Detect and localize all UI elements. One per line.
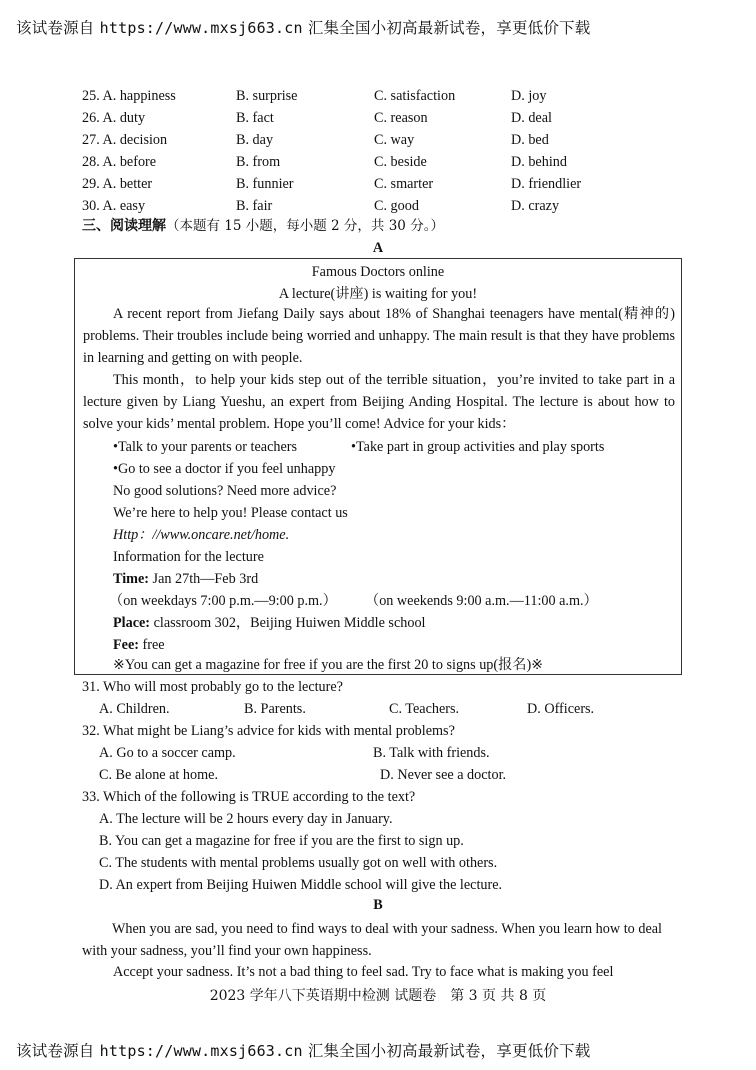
banner-prefix: 该试卷源自 <box>16 1042 100 1060</box>
option-b: B. day <box>236 132 274 148</box>
website-link[interactable]: Http：//www.oncare.net/home. <box>113 527 290 543</box>
advice-bullet-3: •Go to see a doctor if you feel unhappy <box>113 461 336 477</box>
q32-option-a[interactable]: A. Go to a soccer camp. <box>99 745 236 761</box>
place-label: Place: <box>113 615 151 631</box>
option-d: D. friendlier <box>511 176 582 192</box>
need-advice-line: No good solutions? Need more advice? <box>113 483 337 499</box>
option-a: 26. A. duty <box>82 110 146 126</box>
option-c: C. way <box>374 132 415 148</box>
section-note: （本题有 15 小题，每小题 2 分，共 30 分。） <box>166 218 444 234</box>
option-c: C. smarter <box>374 176 434 192</box>
source-banner-top <box>16 16 590 38</box>
q32-option-c[interactable]: C. Be alone at home. <box>99 767 218 783</box>
section-heading <box>82 216 444 236</box>
option-a: 28. A. before <box>82 154 157 170</box>
option-c: C. reason <box>374 110 428 126</box>
option-c: C. good <box>374 198 419 214</box>
fee-label: Fee: <box>113 637 139 653</box>
time-value: Jan 27th—Feb 3rd <box>149 571 259 587</box>
option-d: D. joy <box>511 88 547 104</box>
option-a: 30. A. easy <box>82 198 146 214</box>
option-a: 27. A. decision <box>82 132 168 148</box>
option-b: B. from <box>236 154 281 170</box>
q32-option-b[interactable]: B. Talk with friends. <box>373 745 490 761</box>
passage-paragraph-1: A recent report from Jiefang Daily says about 18% of Shanghai teenagers have mental(精神的) problems. Their troubles include being worried and unhappy. The main result is that they have problems in learning and getting on with people. <box>83 306 675 366</box>
option-d: D. crazy <box>511 198 560 214</box>
option-d: D. deal <box>511 110 552 126</box>
fee-line <box>113 635 165 655</box>
option-b: B. surprise <box>236 88 298 104</box>
passage-paragraph-2: This month，to help your kids step out of the terrible situation，you’re invited to take part in a lecture given by Liang Yueshu, an expert from Beijing Anding Hospital. The lecture is about how to solve your kids’ mental problem. Hope you’ll come! Advice for your kids： <box>83 372 675 432</box>
advice-bullet-2: •Take part in group activities and play sports <box>351 439 605 455</box>
question-31: 31. Who will most probably go to the lecture? <box>82 679 343 695</box>
option-c: C. satisfaction <box>374 88 456 104</box>
banner-suffix: 汇集全国小初高最新试卷，享更低价下载 <box>302 1042 591 1060</box>
q33-option-b[interactable]: B. You can get a magazine for free if you are the first to sign up. <box>99 833 464 849</box>
passage-title: Famous Doctors online <box>311 264 445 280</box>
banner-suffix: 汇集全国小初高最新试卷，享更低价下载 <box>302 19 591 37</box>
advice-bullet-1: •Talk to your parents or teachers <box>113 439 298 455</box>
question-33: 33. Which of the following is TRUE according to the text? <box>82 789 416 805</box>
passage-a-box <box>74 258 682 675</box>
place-line <box>113 613 425 633</box>
option-d: D. behind <box>511 154 567 170</box>
option-c: C. beside <box>374 154 427 170</box>
fee-value: free <box>139 637 165 653</box>
question-32: 32. What might be Liang’s advice for kids with mental problems? <box>82 723 455 739</box>
option-d: D. bed <box>511 132 549 148</box>
passage-b-letter: B <box>373 897 383 913</box>
q31-option-c[interactable]: C. Teachers. <box>389 701 460 717</box>
time-label: Time: <box>113 571 149 587</box>
option-b: B. funnier <box>236 176 294 192</box>
passage-subtitle: A lecture(讲座) is waiting for you! <box>278 286 478 302</box>
q33-option-a[interactable]: A. The lecture will be 2 hours every day in January. <box>99 811 393 827</box>
banner-prefix: 该试卷源自 <box>16 19 100 37</box>
weekend-hours: （on weekends 9:00 a.m.—11:00 a.m.） <box>365 593 598 609</box>
banner-url[interactable]: https://www.mxsj663.cn <box>99 19 303 37</box>
page-footer: 2023 学年八下英语期中检测 试题卷 第 3 页 共 8 页 <box>209 988 547 1004</box>
option-a: 25. A. happiness <box>82 88 176 104</box>
passage-b-paragraph-2: Accept your sadness. It’s not a bad thing to feel sad. Try to face what is making you feel <box>113 964 614 980</box>
option-b: B. fact <box>236 110 274 126</box>
q33-option-d[interactable]: D. An expert from Beijing Huiwen Middle school will give the lecture. <box>99 877 503 893</box>
q31-option-b[interactable]: B. Parents. <box>244 701 306 717</box>
option-b: B. fair <box>236 198 273 214</box>
info-heading: Information for the lecture <box>113 549 264 565</box>
source-banner-bottom <box>16 1039 590 1061</box>
passage-b-paragraph-1: When you are sad, you need to find ways to deal with your sadness. When you learn how to deal with your sadness, you’ll find your own happiness. <box>82 921 662 959</box>
banner-url[interactable]: https://www.mxsj663.cn <box>99 1042 303 1060</box>
q33-option-c[interactable]: C. The students with mental problems usually got on well with others. <box>99 855 498 871</box>
section-title: 三、阅读理解 <box>82 218 166 234</box>
magazine-note: ※You can get a magazine for free if you are the first 20 to signs up(报名)※ <box>113 657 544 673</box>
contact-line: We’re here to help you! Please contact us <box>113 505 348 521</box>
q32-option-d[interactable]: D. Never see a doctor. <box>380 767 507 783</box>
place-value: classroom 302，Beijing Huiwen Middle school <box>150 615 426 631</box>
option-a: 29. A. better <box>82 176 153 192</box>
q31-option-d[interactable]: D. Officers. <box>527 701 595 717</box>
time-line <box>113 569 258 589</box>
passage-a-letter: A <box>372 240 384 256</box>
q31-option-a[interactable]: A. Children. <box>99 701 170 717</box>
weekday-hours: （on weekdays 7:00 p.m.—9:00 p.m.） <box>109 593 337 609</box>
